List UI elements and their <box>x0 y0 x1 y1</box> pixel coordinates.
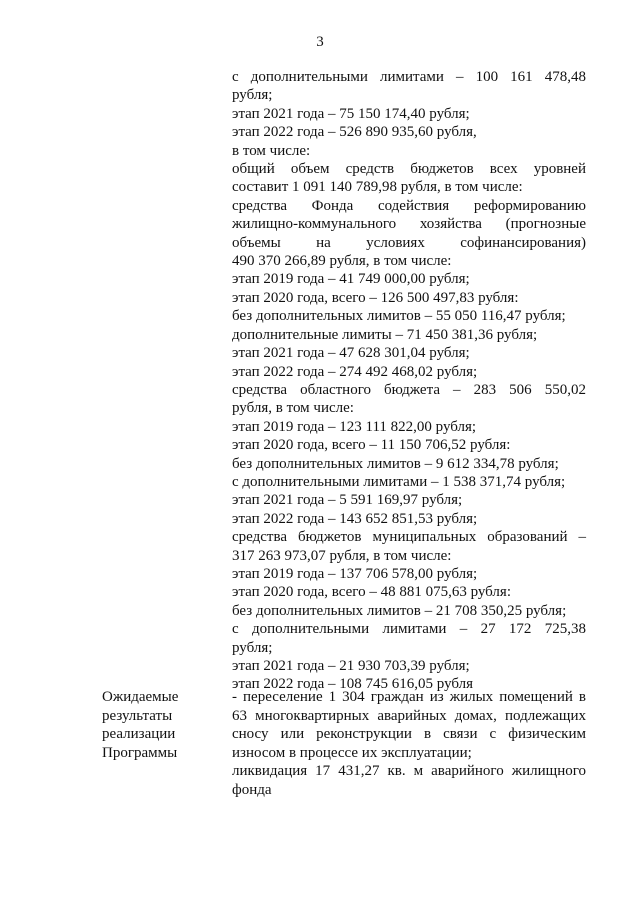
text-line: объемы на условиях софинансирования) <box>232 234 586 251</box>
text-line: с дополнительными лимитами – 27 172 725,38 <box>232 621 586 638</box>
text-line: этап 2020 года, всего – 11 150 706,52 рубля: <box>232 437 511 454</box>
text-line: ликвидация 17 431,27 кв. м аварийного жилищного <box>232 763 586 780</box>
text-line: общий объем средств бюджетов всех уровней <box>232 161 586 178</box>
text-line: этап 2021 года – 75 150 174,40 рубля; <box>232 105 470 122</box>
text-line: этап 2022 года – 143 652 851,53 рубля; <box>232 510 478 527</box>
label-line: результаты <box>102 707 173 724</box>
text-line: этап 2022 года – 526 890 935,60 рубля, <box>232 124 477 141</box>
label-line: Ожидаемые <box>102 689 179 705</box>
results-text <box>232 688 586 800</box>
text-line: без дополнительных лимитов – 21 708 350,25 рубля; <box>232 602 567 619</box>
text-line: этап 2021 года – 21 930 703,39 рубля; <box>232 658 470 674</box>
page-number: 3 <box>316 34 324 50</box>
text-line: 63 многоквартирных аварийных домах, подлежащих <box>232 707 586 724</box>
text-line: средства бюджетов муниципальных образований – <box>232 529 586 546</box>
text-line: без дополнительных лимитов – 9 612 334,78 рубля; <box>232 455 559 472</box>
text-line: рубля; <box>232 639 273 656</box>
funding-text-block <box>232 68 586 694</box>
text-line: рубля; <box>232 87 273 104</box>
label-line: Программы <box>102 744 178 761</box>
text-line: - переселение 1 304 граждан из жилых помещений в <box>232 689 586 705</box>
text-line: с дополнительными лимитами – 1 538 371,74 рубля; <box>232 473 566 490</box>
text-line: жилищно-коммунального хозяйства (прогнозные <box>232 216 586 233</box>
text-line: рубля, в том числе: <box>232 400 354 417</box>
text-line: этап 2019 года – 137 706 578,00 рубля; <box>232 565 478 582</box>
text-line: средства Фонда содействия реформированию <box>232 197 586 214</box>
text-line: в том числе: <box>232 142 311 159</box>
text-line: 490 370 266,89 рубля, в том числе: <box>232 253 452 270</box>
text-line: фонда <box>232 781 272 798</box>
text-line: без дополнительных лимитов – 55 050 116,47 рубля; <box>232 308 566 325</box>
text-line: этап 2020 года, всего – 48 881 075,63 рубля: <box>232 584 511 601</box>
text-line: сносу или реконструкции в связи с физическим <box>232 726 586 743</box>
text-line: этап 2020 года, всего – 126 500 497,83 рубля: <box>232 289 519 306</box>
text-line: составит 1 091 140 789,98 рубля, в том числе: <box>232 179 523 196</box>
label-line: реализации <box>102 726 176 743</box>
text-line: этап 2021 года – 5 591 169,97 рубля; <box>232 492 463 509</box>
text-line: этап 2021 года – 47 628 301,04 рубля; <box>232 345 470 362</box>
text-line: этап 2022 года – 274 492 468,02 рубля; <box>232 363 478 380</box>
text-line: с дополнительными лимитами – 100 161 478,48 <box>232 69 586 85</box>
text-line: этап 2019 года – 41 749 000,00 рубля; <box>232 271 470 288</box>
text-line: этап 2019 года – 123 111 822,00 рубля; <box>232 418 477 435</box>
text-line: средства областного бюджета – 283 506 550,02 <box>232 381 586 398</box>
text-line: дополнительные лимиты – 71 450 381,36 рубля; <box>232 326 538 343</box>
results-label <box>102 688 212 762</box>
text-line: 317 263 973,07 рубля, в том числе: <box>232 547 452 564</box>
text-line: износом в процессе их эксплуатации; <box>232 744 472 761</box>
text-line: этап 2022 года – 108 745 616,05 рубля <box>232 676 474 693</box>
